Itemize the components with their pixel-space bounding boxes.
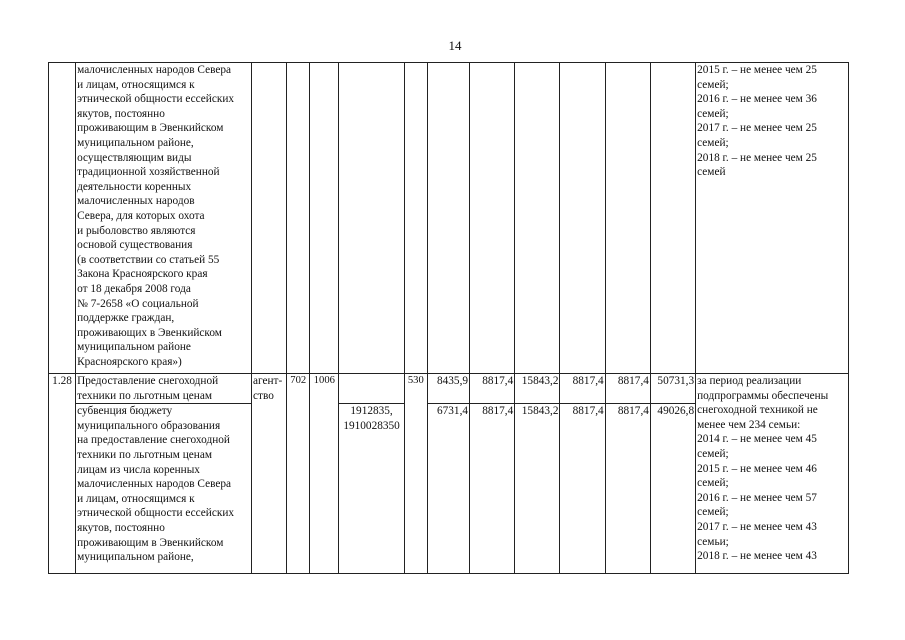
expected-result-1-28: за период реализации подпрограммы обеспечены снегоходной техникой не менее чем 234 семьи: 2014 г. – не менее чем 45 семей; 2015 г. – не менее чем 46 семей; 2016 г. – не менее чем 57 семей; 2017 г. – не менее чем 43 семьи; 2018 г. – не менее чем 43 <box>696 374 849 574</box>
value-total: 50731,3 <box>650 374 695 404</box>
rzpr-cell <box>310 63 339 374</box>
grbs-code: 702 <box>287 374 310 574</box>
table-row-1-28 <box>49 374 849 404</box>
expected-result: 2015 г. – не менее чем 25 семей; 2016 г. – не менее чем 36 семей; 2017 г. – не менее чем 25 семей; 2018 г. – не менее чем 25 семей <box>696 63 849 374</box>
value-2018: 8817,4 <box>605 374 650 404</box>
value-cell <box>427 63 469 374</box>
value-cell <box>650 63 695 374</box>
csr-code <box>339 374 404 404</box>
measure-description: малочисленных народов Севера и лицам, относящимся к этнической общности ессейских якутов, постоянно проживающим в Эвенкийском муниципальном районе, осуществляющим виды традиционной хозяйственной деятельности коренных малочисленных народов Севера, для которых охота и рыболовство являются основой существования (в соответствии со статьей 55 Закона Красноярского края от 18 декабря 2008 года № 7-2658 «О социальной поддержке граждан, проживающих в Эвенкийском муниципальном районе Красноярского края») <box>76 63 252 374</box>
subvention-csr-code: 1912835, 1910028350 <box>339 404 404 574</box>
page-number: 14 <box>448 38 462 53</box>
budget-table <box>48 62 849 574</box>
sub-value-2017: 8817,4 <box>560 404 605 574</box>
sub-value-2015: 8817,4 <box>470 404 515 574</box>
vr-code: 530 <box>404 374 427 574</box>
value-2017: 8817,4 <box>560 374 605 404</box>
executor: агент- ство <box>252 374 287 574</box>
vr-cell <box>404 63 427 374</box>
value-cell <box>560 63 605 374</box>
executor-cell <box>252 63 287 374</box>
grbs-cell <box>287 63 310 374</box>
subvention-description: субвенция бюджету муниципального образования на предоставление снегоходной техники по льготным ценам лицам из числа коренных малочисленных народов Севера и лицам, относящимся к этнической общности ессейских якутов, постоянно проживающим в Эвенкийском муниципальном районе, <box>76 404 252 574</box>
value-cell <box>470 63 515 374</box>
value-cell <box>515 63 560 374</box>
value-2014: 8435,9 <box>427 374 469 404</box>
value-2016: 15843,2 <box>515 374 560 404</box>
rzpr-code: 1006 <box>310 374 339 574</box>
row-number: 1.28 <box>49 374 76 574</box>
table-row-continuation <box>49 63 849 374</box>
sub-value-total: 49026,8 <box>650 404 695 574</box>
csr-cell <box>339 63 404 374</box>
sub-value-2014: 6731,4 <box>427 404 469 574</box>
sub-value-2018: 8817,4 <box>605 404 650 574</box>
value-cell <box>605 63 650 374</box>
value-2015: 8817,4 <box>470 374 515 404</box>
row-number-cell <box>49 63 76 374</box>
measure-title: Предоставление снегоходной техники по льготным ценам <box>76 374 252 404</box>
sub-value-2016: 15843,2 <box>515 404 560 574</box>
